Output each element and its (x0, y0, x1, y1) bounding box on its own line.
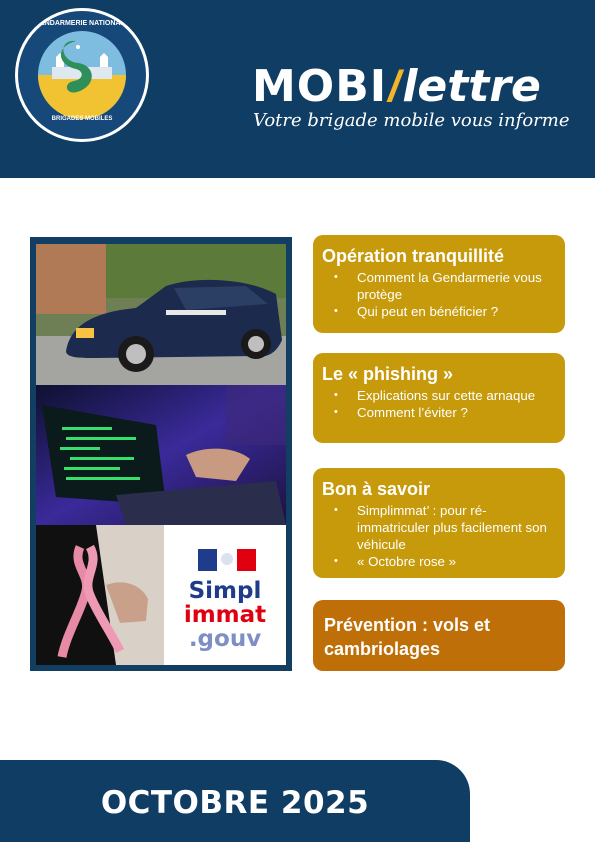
card-prevention[interactable] (313, 600, 565, 671)
brand-slash: / (388, 62, 402, 111)
card-list (322, 387, 555, 421)
simpl-line2: immat (183, 602, 267, 628)
card-title: Prévention : vols et cambriolages (324, 615, 491, 659)
simpl-line3: .gouv (188, 626, 262, 652)
card-title: Bon à savoir (322, 479, 431, 499)
card-title: Le « phishing » (322, 364, 454, 384)
list-item: • Qui peut en bénéficier ? (334, 303, 555, 320)
laptop-hacker-photo (36, 385, 286, 525)
logo-bottom-text: BRIGADES MOBILES (51, 116, 113, 122)
simplimmat-logo (164, 525, 286, 665)
list-item: • Explications sur cette arnaque (334, 387, 555, 404)
brand-main: MOBI (252, 61, 388, 112)
logo-arc-text: GENDARMERIE NATIONALE (34, 20, 130, 27)
card-operation-tranquillite[interactable] (313, 235, 565, 333)
list-item: • Comment l’éviter ? (334, 404, 555, 421)
card-title: Opération tranquillité (322, 246, 505, 266)
list-item: • « Octobre rose » (334, 553, 555, 570)
simpl-line1: Simpl (188, 578, 262, 604)
pink-ribbon-photo (36, 525, 164, 665)
card-phishing[interactable] (313, 353, 565, 443)
list-item: • Simplimmat’ : pour ré-immatriculer plus facilement son véhicule (334, 502, 555, 553)
list-item: • Comment la Gendarmerie vous protège (334, 269, 555, 303)
card-bon-a-savoir[interactable] (313, 468, 565, 578)
tagline: Votre brigade mobile vous informe (253, 110, 570, 131)
gendarmerie-car-photo (36, 244, 286, 385)
header-band (0, 0, 595, 178)
brand-italic: lettre (402, 61, 541, 112)
french-flag-icon (198, 549, 256, 571)
photo-panel (30, 237, 292, 671)
gendarmerie-logo (15, 8, 149, 142)
brand-title (252, 61, 552, 112)
issue-date: OCTOBRE 2025 (100, 785, 370, 821)
card-list (322, 502, 555, 570)
card-list (322, 269, 555, 320)
